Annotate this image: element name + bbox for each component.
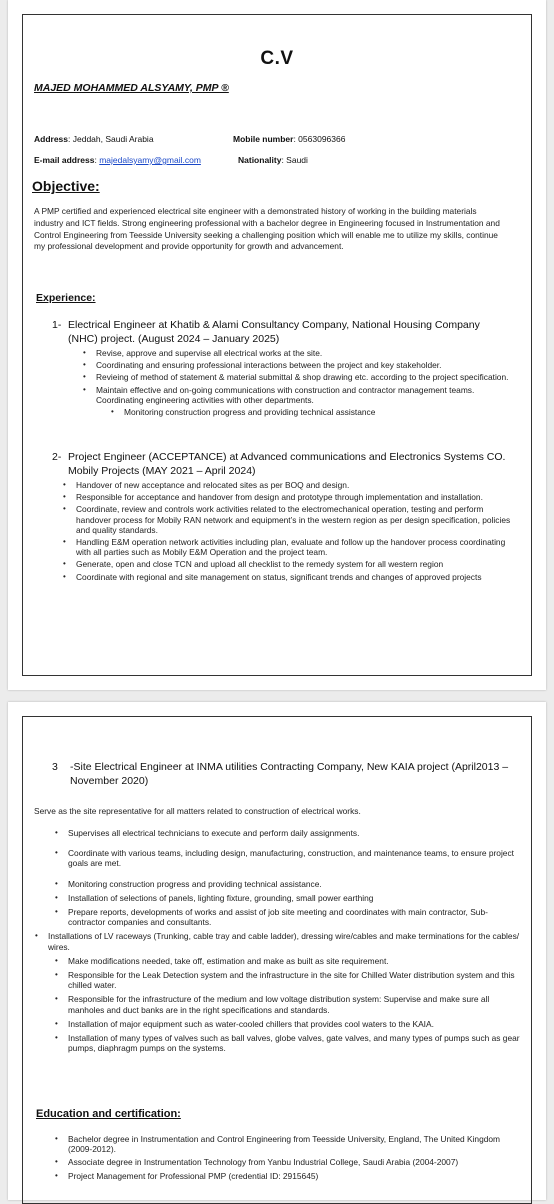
job-3-bullets [48, 828, 522, 1057]
cv-title: C.V [260, 48, 294, 69]
list-item: • Associate degree in Instrumentation Technology from Yanbu Industrial College, Saudi Arabia (2004-2007) [68, 1157, 520, 1167]
nationality-value: : Saudi [281, 155, 308, 165]
list-item: • Monitoring construction progress and providing technical assistance [124, 407, 512, 417]
job-1 [52, 318, 512, 417]
nationality-label: Nationality [238, 155, 282, 165]
experience-heading: Experience: [36, 292, 96, 304]
objective-text: A PMP certified and experienced electrical site engineer with a demonstrated history of working in the building materials industry and ICT fields. Strong engineering professional with a bachelor degree in Engineering focused in Instrumentation and Control Engineering from Teesside University seeking a challenging position which will enable me to utilize my skills, continue my professional development and provide opportunity for growth and advancement. [34, 206, 500, 252]
list-item: • Revise, approve and supervise all electrical works at the site. [96, 348, 512, 358]
list-item: • Responsible for the Leak Detection system and the infrastructure in the site for Chilled Water distribution system and this chilled water. [68, 970, 522, 990]
job-1-number: 1- [52, 319, 62, 331]
list-item: • Coordinate, review and controls work activities related to the electromechanical operation, testing and perform handover process for Mobily RAN network and equipment’s in the western region as per design specification, policies and quality standards. [76, 504, 512, 535]
cv-page-1 [8, 0, 546, 690]
objective-heading: Objective: [32, 178, 100, 194]
list-item: • Prepare reports, developments of works and assist of job site meeting and coordinates with main contractor, Sub-contractor companies and consultants. [68, 907, 522, 927]
list-item: • Responsible for acceptance and handover from design and prototype through implementation and installation. [76, 492, 512, 502]
list-item: • Coordinating and ensuring professional interactions between the project and key stakeholder. [96, 360, 512, 370]
list-item: • Revieing of method of statement & material submittal & shop drawing etc. according to the project specification. [96, 372, 512, 382]
email-line [34, 155, 201, 165]
job-3-intro: Serve as the site representative for all matters related to construction of electrical works. [34, 806, 361, 816]
candidate-name: MAJED MOHAMMED ALSYAMY, PMP ® [34, 82, 229, 94]
list-item: • Handover of new acceptance and relocated sites as per BOQ and design. [76, 480, 512, 490]
list-item: • Coordinate with various teams, including design, manufacturing, construction, and maintenance teams, to ensure project goals are met. [68, 848, 522, 868]
nationality-line [238, 155, 308, 165]
list-item: • Installation of many types of valves such as ball valves, globe valves, gate valves, and many types of pumps such as gear pumps, diaphragm pumps on the systems. [68, 1033, 522, 1053]
job-1-title [52, 318, 512, 346]
mobile-value: : 0563096366 [293, 134, 346, 144]
email-link[interactable]: majedalsyamy@gmail.com [99, 155, 201, 165]
address-line [34, 134, 154, 144]
job-3 [52, 760, 512, 788]
education-heading: Education and certification: [36, 1108, 181, 1120]
list-item: • Responsible for the infrastructure of the medium and low voltage distribution system: Supervise and make sure all manholes and duct banks are in the right specifications and standards. [68, 994, 522, 1014]
list-item: • Make modifications needed, take off, estimation and make as built as site requirement. [68, 956, 522, 966]
job-2-bullets [76, 480, 512, 582]
job-1-bullets [96, 348, 512, 405]
job-3-title [52, 760, 512, 788]
mobile-label: Mobile number [233, 134, 294, 144]
list-item: • Bachelor degree in Instrumentation and Control Engineering from Teesside University, England, The United Kingdom (2009-2012). [68, 1134, 520, 1154]
cv-page-2 [8, 702, 546, 1200]
education-list [68, 1134, 520, 1181]
list-item: • Supervises all electrical technicians to execute and perform daily assignments. [68, 828, 522, 838]
job-2-number: 2- [52, 451, 62, 463]
job-1-sub-bullets [124, 407, 512, 417]
job-1-title-text: Electrical Engineer at Khatib & Alami Consultancy Company, National Housing Company (NHC) project. (August 2024 – January 2025) [68, 319, 480, 345]
job-3-number: 3 [52, 761, 58, 773]
address-value: : Jeddah, Saudi Arabia [68, 134, 154, 144]
job-2-title [52, 450, 512, 478]
email-separator: : [94, 155, 100, 165]
list-item: • Coordinate with regional and site management on status, significant trends and changes of approved projects [76, 572, 512, 582]
list-item: • Monitoring construction progress and providing technical assistance. [68, 879, 522, 889]
list-item: • Maintain effective and on-going communications with construction and contractor management teams. Coordinating engineering activities with other departments. [96, 385, 512, 405]
job-2 [52, 450, 512, 584]
job-2-title-text: Project Engineer (ACCEPTANCE) at Advanced communications and Electronics Systems CO. Mobily Projects (MAY 2021 – April 2024) [68, 451, 506, 477]
list-item: • Generate, open and close TCN and upload all checklist to the remedy system for all western region [76, 559, 512, 569]
email-label: E-mail address [34, 155, 95, 165]
list-item: • Installation of selections of panels, lighting fixture, grounding, small power earthing [68, 893, 522, 903]
job-3-title-text: -Site Electrical Engineer at INMA utilities Contracting Company, New KAIA project (April2013 – November 2020) [70, 761, 509, 787]
list-item: • Installation of major equipment such as water-cooled chillers that provides cool waters to the KAIA. [68, 1019, 522, 1029]
mobile-line [233, 134, 345, 144]
list-item: • Installations of LV raceways (Trunking, cable tray and cable ladder), dressing wire/cables and make terminations for the cables/ wires. [48, 931, 522, 951]
list-item: • Handling E&M operation network activities including plan, evaluate and follow up the handover process coordinating with all parties such as Mobily E&M Operation and the project team. [76, 537, 512, 557]
address-label: Address [34, 134, 69, 144]
list-item: • Project Management for Professional PMP (credential ID: 2915645) [68, 1171, 520, 1181]
